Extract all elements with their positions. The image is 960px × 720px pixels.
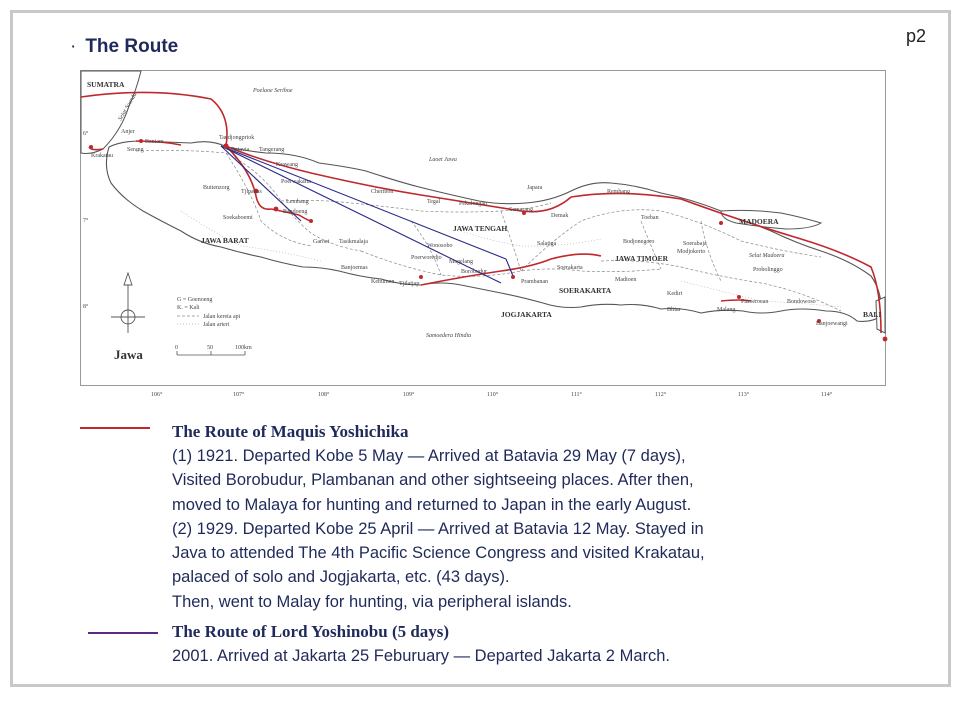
lat-tick-6: 6° — [83, 131, 89, 137]
title-bullet: · — [70, 36, 77, 57]
legend-maquis-line-4: (2) 1929. Departed Kobe 25 April ― Arrived at Batavia 12 May. Stayed in — [172, 519, 704, 538]
map-label-south-sea: Samoedera Hindia — [426, 333, 472, 339]
legend-maquis-heading: The Route of Maquis Yoshichika — [172, 422, 409, 441]
map-city-soekaboemi: Soekaboemi — [223, 215, 253, 221]
lon-tick-113: 113° — [738, 392, 750, 398]
legend-lord-heading: The Route of Lord Yoshinobu (5 days) — [172, 622, 450, 641]
map-city-krakatau: Krakatau — [91, 153, 113, 159]
map-city-bondowoso: Bondowoso — [787, 299, 816, 305]
map-inset-legend — [177, 297, 241, 328]
lon-tick-112: 112° — [655, 392, 667, 398]
map-city-soerabaja: Soerabaja — [683, 241, 707, 247]
java-route-map — [80, 70, 886, 398]
map-city-modjokerto: Modjokerto — [677, 249, 706, 255]
map-city-serang: Serang — [127, 147, 144, 153]
map-city-lembang: Lembang — [286, 199, 309, 205]
legend-maquis-line-5: Java to attended The 4th Pacific Science Congress and visited Krakatau, — [172, 544, 705, 563]
map-city-wonosobo: Wonosobo — [427, 243, 453, 249]
legend-lord-line-1: 2001. Arrived at Jakarta 25 Feburuary ― Departed Jakarta 2 March. — [172, 647, 670, 665]
map-label-selat: Selat Soenda — [117, 92, 139, 122]
legend-maquis-line-1: (1) 1921. Departed Kobe 5 May ― Arrived at Batavia 29 May (7 days), — [172, 447, 686, 465]
lon-tick-110: 110° — [487, 392, 499, 398]
map-city-malang: Malang — [717, 307, 736, 313]
map-legend-road: Jalan arteri — [203, 322, 230, 328]
compass-icon — [111, 273, 145, 333]
map-label-bali: BALI — [863, 310, 882, 319]
legend-maquis-line-6: palaced of solo and Jogjakarta, etc. (43 days). — [172, 568, 510, 587]
map-province-jawa-barat: JAWA BARAT — [201, 236, 249, 245]
map-legend-k: K. = Kali — [177, 305, 200, 311]
map-city-demak: Demak — [551, 213, 569, 219]
legend-maquis-line-2: Visited Borobudur, Plambanan and other sightseeing places. After then, — [172, 471, 694, 490]
map-city-poerworedjo: Poerworedjo — [411, 255, 442, 261]
lon-tick-114: 114° — [821, 392, 833, 398]
legend-line-lord — [88, 632, 158, 634]
map-city-bandoeng: Bandoeng — [283, 209, 308, 215]
map-city-tangerang: Tangerang — [259, 147, 285, 153]
page-title: The Route — [85, 36, 179, 57]
map-city-semarang: Semarang — [509, 207, 533, 213]
map-city-batavia: Batavia — [231, 147, 250, 153]
map-city-prambanan: Prambanan — [521, 279, 548, 285]
map-scale-100: 100km — [235, 345, 252, 351]
map-city-soerakarta: Soerakarta — [557, 265, 583, 271]
lon-tick-111: 111° — [571, 392, 582, 398]
map-canvas — [81, 71, 885, 398]
map-city-buitenzorg: Buitenzorg — [203, 185, 230, 191]
lon-tick-108: 108° — [318, 392, 330, 398]
map-city-kebumen: Kebumen — [371, 279, 395, 285]
map-city-japara: Japara — [527, 185, 543, 191]
map-city-pasoeroean: Pasoeroean — [741, 299, 769, 305]
page-number: p2 — [906, 26, 927, 46]
map-province-jawa-tengah: JAWA TENGAH — [453, 224, 508, 233]
map-scale-0: 0 — [175, 345, 178, 351]
map-city-cheribon: Cheribon — [371, 189, 394, 195]
map-city-krawang: Krawang — [276, 162, 298, 168]
lon-tick-106: 106° — [151, 392, 163, 398]
map-label-madoera: MADOERA — [739, 217, 779, 226]
legend-maquis — [172, 420, 705, 614]
map-region-label: Jawa — [114, 347, 143, 362]
map-label-selat-madoera: Selat Madoera — [749, 253, 785, 259]
map-city-bantam: Bantam — [145, 139, 164, 145]
map-city-madioen: Madioen — [615, 277, 637, 283]
map-city-bodjonegoro: Bodjonegoro — [623, 239, 655, 245]
map-legend-rail: Jalan kereta api — [203, 314, 241, 320]
map-scale-50: 50 — [207, 345, 213, 351]
map-city-tjipanas: Tjipanas — [241, 189, 262, 195]
map-scale-bar — [177, 351, 245, 355]
map-city-rembang: Rembang — [607, 189, 630, 195]
map-label-sumatra: SUMATRA — [87, 80, 125, 89]
map-city-blitar: Blitar — [667, 307, 681, 313]
page-title-row — [70, 36, 178, 58]
map-city-garoet: Garoet — [313, 239, 330, 245]
legend-line-maquis — [80, 427, 150, 429]
lon-tick-107: 107° — [233, 392, 245, 398]
map-legend-g: G = Goenoeng — [177, 297, 213, 303]
map-city-tandjongpriok: Tandjongpriok — [219, 135, 255, 141]
map-city-magelang: Magelang — [449, 259, 473, 265]
map-city-tegal: Tegal — [427, 199, 441, 205]
map-province-jawa-timoer: JAWA TIMOER — [615, 254, 668, 263]
map-city-kediri: Kediri — [667, 291, 683, 297]
map-city-pekalongan: Pekalongan — [459, 201, 487, 207]
map-city-probolinggo: Probolinggo — [753, 267, 783, 273]
map-city-anjer: Anjer — [121, 129, 135, 135]
legend-maquis-line-7: Then, went to Malay for hunting, via peripheral islands. — [172, 592, 572, 611]
legend-lord — [172, 620, 670, 668]
map-province-soerakarta: SOERAKARTA — [559, 286, 612, 295]
lat-tick-7: 7° — [83, 218, 89, 224]
map-city-tasikmalaja: Tasikmalaja — [339, 239, 368, 245]
map-city-borobudur: Borobudur — [461, 269, 487, 275]
lat-tick-8: 8° — [83, 304, 89, 310]
map-city-salatiga: Salatiga — [537, 241, 557, 247]
map-city-banjoemas: Banjoemas — [341, 265, 368, 271]
map-label-north-sea: Laoet Jawa — [429, 157, 457, 163]
map-label-poelaoe: Poelaoe Seriboe — [253, 88, 293, 94]
map-city-poerwakarta: Poerwakarta — [281, 179, 311, 185]
lon-tick-109: 109° — [403, 392, 415, 398]
map-city-tjilatjap: Tjilatjap — [399, 281, 420, 287]
map-province-jogjakarta: JOGJAKARTA — [501, 310, 552, 319]
map-city-banjoewangi: Banjoewangi — [816, 321, 848, 327]
map-city-toeban: Toeban — [641, 215, 659, 221]
legend-maquis-line-3: moved to Malaya for hunting and returned to Japan in the early August. — [172, 495, 692, 514]
